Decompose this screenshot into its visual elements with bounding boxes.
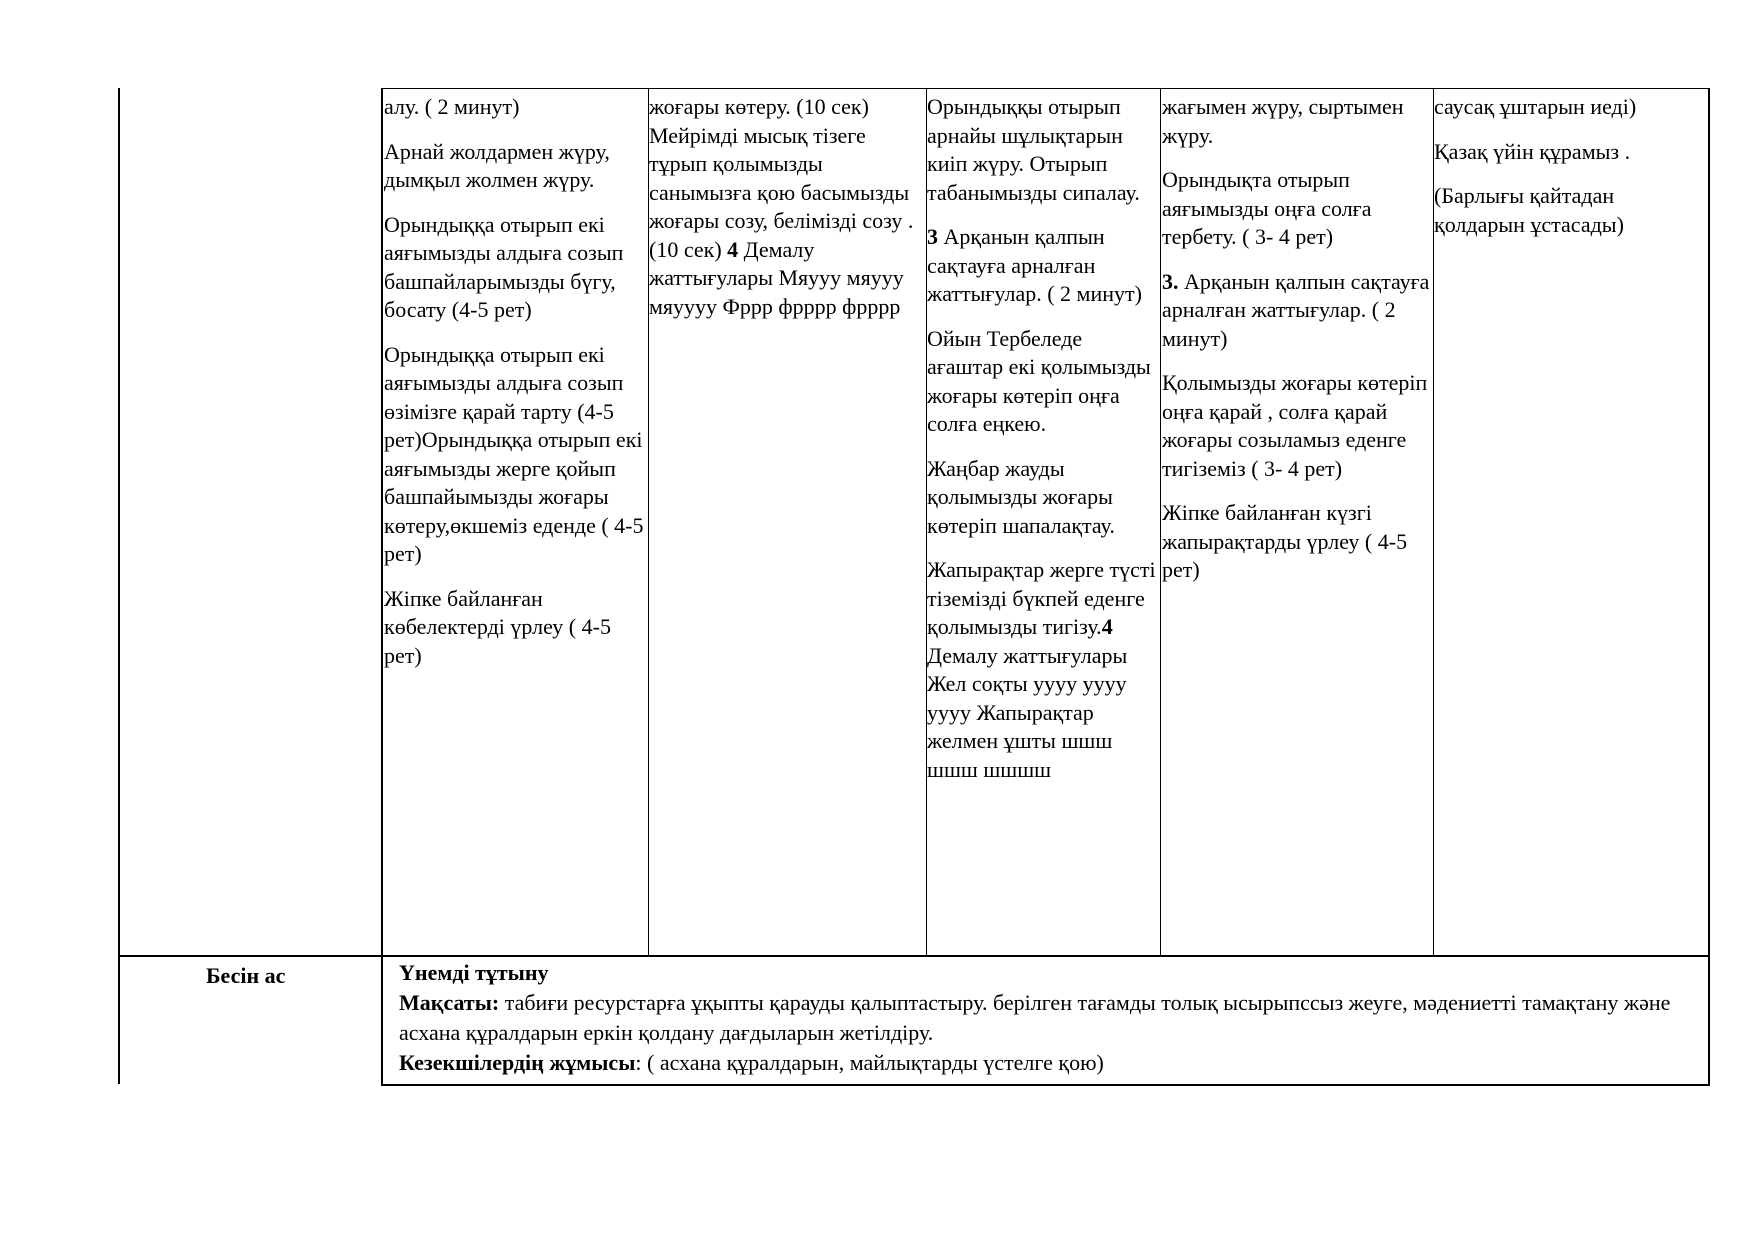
cell-text: жоғары көтеру. (10 сек) Мейрімді мысық тізеге тұрып қолымызды санымызға қою басымызды жоғары созу, белімізді созу . (10 сек): [649, 94, 914, 262]
table-cell-col-3: [927, 93, 1159, 784]
cell-text: Арқанын қалпын сақтауға арналған жаттығулар. ( 2 минут): [1162, 268, 1430, 351]
cell-paragraph: [927, 556, 1159, 784]
goal-label: Мақсаты:: [399, 990, 500, 1015]
col-divider-4: [1160, 88, 1161, 956]
cell-text: Демалу жаттығулары Жел соқты уууу уууу уууу Жапырақтар желмен ұшты шшш шшш шшшш: [927, 642, 1128, 782]
step-number: 3: [927, 224, 938, 249]
cell-paragraph: Жіпке байланған көбелектерді үрлеу ( 4-5 рет): [384, 585, 611, 668]
meal-row-content: [399, 958, 1699, 1078]
table-cell-col-5: [1434, 93, 1706, 239]
cell-paragraph: Орындыққа отырып екі аяғымызды алдыға созып өзімізге қарай тарту (4-5 рет)Орындыққа отырып екі аяғымызды жерге қойып башпайымызды жоғары көтеру,өкшеміз еденде ( 4-5 рет): [384, 341, 644, 566]
duty-label: Кезекшілердің жұмысы: [399, 1050, 636, 1075]
cell-text: Демалу жаттығулары Мяууу мяууу мяуууу Фррр фрррр фрррр: [649, 236, 904, 319]
cell-paragraph: Орындыққа отырып екі аяғымызды алдыға созып башпайларымызды бүгу, босату (4-5 рет): [384, 211, 624, 322]
cell-paragraph: Қазақ үйін құрамыз .: [1434, 138, 1631, 164]
meal-row-bottom-border: [381, 1084, 1710, 1086]
top-border: [381, 88, 1710, 89]
goal-text: табиғи ресурстарға ұқыпты қарауды қалыптастыру. берілген тағамды толық ысырыпссыз жеуге, мәдениетті тамақтану және асхана құралдарын еркін қолдану дағдыларын жетілдіру.: [399, 990, 1671, 1045]
table-left-border: [118, 88, 120, 1084]
cell-paragraph: жағымен жүру, сыртымен жүру.: [1162, 94, 1404, 148]
duty-text: : ( асхана құралдарын, майлықтарды үстелге қою): [635, 1050, 1104, 1075]
step-number: 4: [1101, 614, 1113, 639]
table-cell-col-2: [649, 93, 925, 321]
meal-heading: Үнемді тұтыну: [399, 960, 549, 985]
cell-paragraph: саусақ ұштарын иеді): [1434, 94, 1637, 119]
cell-paragraph: [927, 223, 1159, 309]
cell-paragraph: Ойын Тербеледе ағаштар екі қолымызды жоғары көтеріп оңға солға еңкею.: [927, 325, 1151, 436]
row-divider: [118, 955, 1710, 957]
meal-goal: [399, 988, 1699, 1048]
cell-paragraph: Арнай жолдармен жүру, дымқыл жолмен жүру.: [384, 138, 610, 192]
table-cell-col-1: [384, 93, 648, 670]
cell-paragraph: Қолымызды жоғары көтеріп оңға қарай , солға қарай жоғары созыламыз еденге тигіземіз ( 3- 4 рет): [1162, 370, 1428, 481]
step-number: 4: [727, 236, 739, 262]
cell-paragraph: [1162, 268, 1432, 354]
cell-paragraph: Жіпке байланған күзгі жапырақтарды үрлеу ( 4-5 рет): [1162, 500, 1408, 582]
cell-text: Жапырақтар жерге түсті тіземізді бүкпей еденге қолымызды тигізу.: [927, 557, 1156, 639]
cell-text: Арқанын қалпын сақтауға арналған жаттығулар. ( 2 минут): [927, 224, 1142, 306]
cell-paragraph: Орындыққы отырып арнайы шұлықтарын киіп жүру. Отырып табанымызды сипалау.: [927, 94, 1140, 205]
cell-paragraph: Орындықта отырып аяғымызды оңға солға тербету. ( 3- 4 рет): [1162, 167, 1372, 249]
row-label-besin-as: Бесін ас: [206, 963, 286, 988]
col-divider-1: [381, 88, 383, 1086]
cell-paragraph: [649, 93, 925, 321]
cell-paragraph: Жаңбар жауды қолымызды жоғары көтеріп шапалақтау.: [927, 455, 1115, 538]
step-number: 3.: [1162, 268, 1179, 294]
meal-duty: [399, 1048, 1699, 1078]
cell-paragraph: (Барлығы қайтадан қолдарын ұстасады): [1434, 183, 1624, 237]
table-right-border: [1708, 88, 1710, 1086]
cell-paragraph: алу. ( 2 минут): [384, 94, 520, 119]
table-cell-col-4: [1162, 93, 1432, 585]
